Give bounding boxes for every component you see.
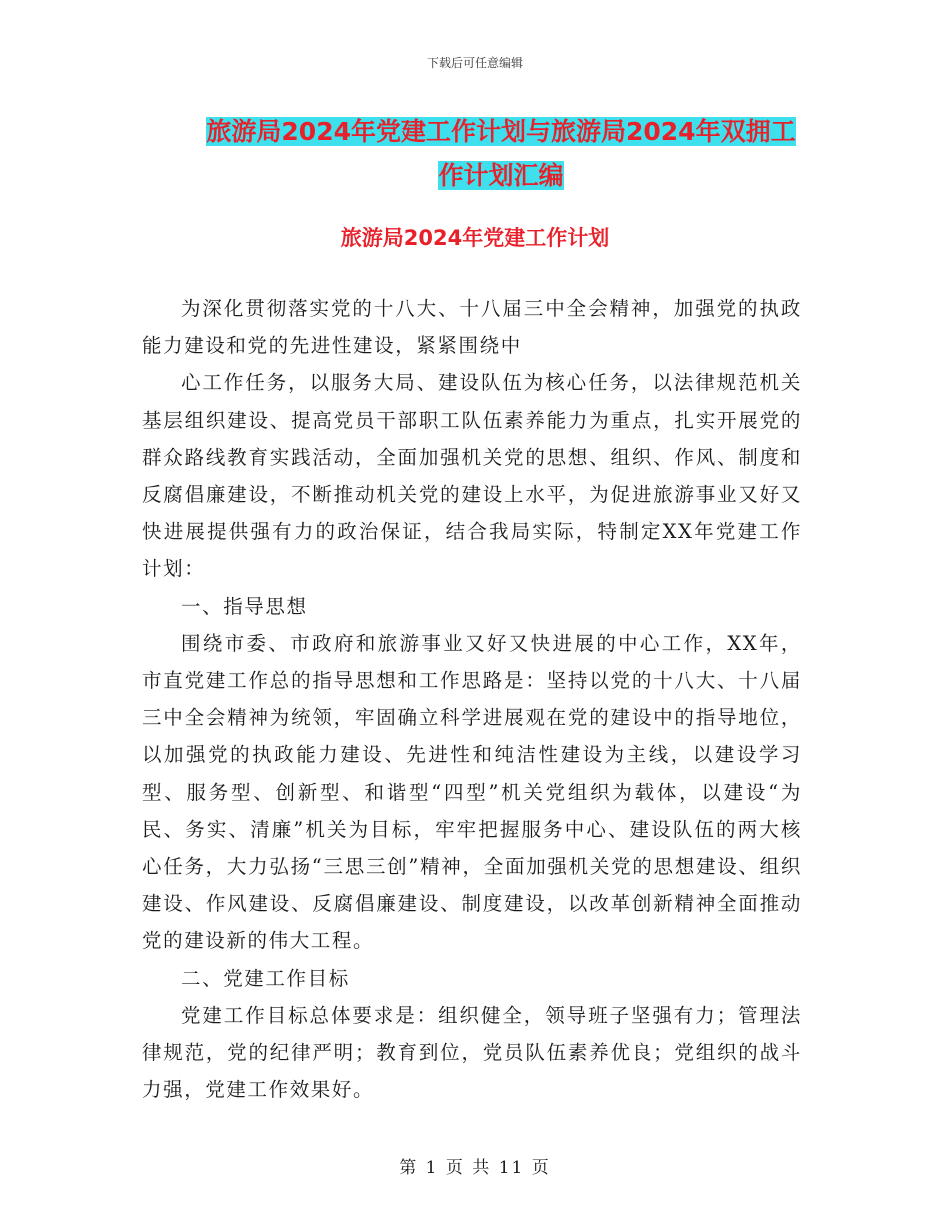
paragraph-intro-continued: 心工作任务，以服务大局、建设队伍为核心任务，以法律规范机关基层组织建设、提高党员干部职工队伍素养能力为重点，扎实开展党的群众路线教育实践活动，全面加强机关党的思想、组织、作风、制度和反腐倡廉建设，不断推动机关党的建设上水平，为促进旅游事业又好又快进展提供强有力的政治保证，结合我局实际，特制定XX年党建工作计划： <box>142 371 802 581</box>
document-title-line-2: 作计划汇编 <box>438 161 564 190</box>
document-title-line-1: 旅游局2024年党建工作计划与旅游局2024年双拥工 <box>206 117 796 146</box>
header-note: 下载后可任意编辑 <box>426 56 523 70</box>
heading-guiding-thought: 一、指导思想 <box>181 594 308 618</box>
heading-work-goals: 二、党建工作目标 <box>181 966 350 990</box>
paragraph-intro: 为深化贯彻落实党的十八大、十八届三中全会精神，加强党的执政能力建设和党的先进性建设，紧紧围绕中 <box>142 297 802 358</box>
body-text <box>142 290 802 1108</box>
document-title <box>196 110 806 198</box>
page-footer: 第 1 页 共 11 页 <box>399 1158 551 1178</box>
paragraph-guiding-thought: 围绕市委、市政府和旅游事业又好又快进展的中心工作，XX年，市直党建工作总的指导思想和工作思路是：坚持以党的十八大、十八届三中全会精神为统领，牢固确立科学进展观在党的建设中的指导地位，以加强党的执政能力建设、先进性和纯洁性建设为主线，以建设学习型、服务型、创新型、和谐型“四型”机关党组织为载体，以建设“为民、务实、清廉”机关为目标，牢牢把握服务中心、建设队伍的两大核心任务，大力弘扬“三思三创”精神，全面加强机关党的思想建设、组织建设、作风建设、反腐倡廉建设、制度建设，以改革创新精神全面推动党的建设新的伟大工程。 <box>142 631 802 953</box>
paragraph-work-goals: 党建工作目标总体要求是：组织健全，领导班子坚强有力；管理法律规范，党的纪律严明；教育到位，党员队伍素养优良；党组织的战斗力强，党建工作效果好。 <box>142 1003 802 1102</box>
section-title: 旅游局2024年党建工作计划 <box>340 226 610 250</box>
